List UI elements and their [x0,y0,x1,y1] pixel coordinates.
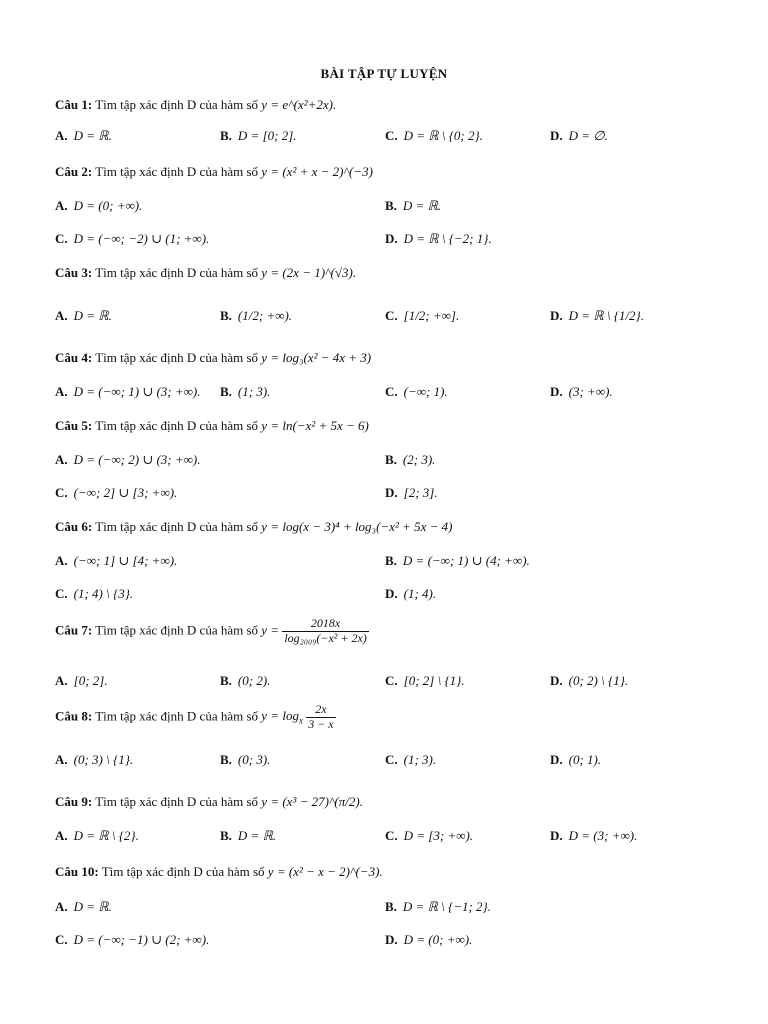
question-prompt: Tìm tập xác định D của hàm số [95,418,259,433]
question-function: y = (x² + x − 2)^(−3) [261,164,373,179]
question-3 [55,265,356,281]
question-label: Câu 7: [55,622,93,638]
question-function: y = (2x − 1)^(√3). [261,265,357,280]
question-prompt: Tìm tập xác định D của hàm số [95,708,259,724]
option-c[interactable]: C. [0; 2] \ {1}. [385,673,465,688]
option-d[interactable]: D. D = ℝ \ {−2; 1}. [385,231,492,246]
question-label: Câu 6: [55,519,93,534]
question-prompt: Tìm tập xác định D của hàm số [95,265,259,280]
option-a[interactable]: A. D = ℝ. [55,128,112,143]
question-5 [55,418,369,434]
option-b[interactable]: B. (2; 3). [385,452,436,467]
option-d[interactable]: D. (3; +∞). [550,384,613,399]
question-prompt: Tìm tập xác định D của hàm số [95,622,259,638]
option-a[interactable]: A. D = ℝ. [55,899,112,914]
option-b[interactable]: B. (1/2; +∞). [220,308,293,323]
option-d[interactable]: D. D = ℝ \ {1/2}. [550,308,644,323]
question-label: Câu 4: [55,350,93,365]
question-prompt: Tìm tập xác định D của hàm số [95,519,259,534]
question-function: y = log(x − 3)⁴ + log₃(−x² + 5x − 4) [261,519,453,534]
question-prompt: Tìm tập xác định D của hàm số [101,864,265,879]
option-c[interactable]: C. (1; 4) \ {3}. [55,586,134,601]
question-label: Câu 2: [55,164,93,179]
option-b[interactable]: B. D = ℝ. [220,828,277,843]
question-8: Câu 8: Tìm tập xác định D của hàm số $y = \log_x$ $\frac{2x}{3 - x}$ [55,702,334,731]
question-label: Câu 5: [55,418,93,433]
question-1 [55,97,336,113]
question-prompt: Tìm tập xác định D của hàm số [95,97,259,112]
option-c[interactable]: C. D = ℝ \ {0; 2}. [385,128,483,143]
option-c[interactable]: C. [1/2; +∞]. [385,308,460,323]
question-label: Câu 1: [55,97,93,112]
option-a[interactable]: A. (−∞; 1] ∪ [4; +∞). [55,553,178,568]
question-label: Câu 8: [55,708,93,724]
question-function: $\frac{2x}{3 - x}$ [308,702,334,731]
option-b[interactable]: B. D = ℝ. [385,198,442,213]
question-label: Câu 3: [55,265,93,280]
option-b[interactable]: B. (0; 3). [220,752,271,767]
question-label: Câu 9: [55,794,93,809]
question-function: y = e^(x²+2x). [261,97,337,112]
option-b[interactable]: B. (1; 3). [220,384,271,399]
option-c[interactable]: C. D = (−∞; −1) ∪ (2; +∞). [55,932,210,947]
question-7: Câu 7: Tìm tập xác định D của hàm số y = $\frac{2018x}{\text{log₂₀₀₉(−x² + 2x)}}$ [55,616,367,645]
option-c[interactable]: C. (1; 3). [385,752,437,767]
question-function: y = (x² − x − 2)^(−3). [267,864,383,879]
question-function: y = ln(−x² + 5x − 6) [261,418,369,433]
option-d[interactable]: D. (0; 2) \ {1}. [550,673,629,688]
option-c[interactable]: C. (−∞; 2] ∪ [3; +∞). [55,485,178,500]
option-a[interactable]: A. (0; 3) \ {1}. [55,752,134,767]
option-b[interactable]: B. D = ℝ \ {−1; 2}. [385,899,491,914]
question-9 [55,794,363,810]
option-d[interactable]: D. (0; 1). [550,752,602,767]
option-a[interactable]: A. D = (0; +∞). [55,198,143,213]
option-b[interactable]: B. D = (−∞; 1) ∪ (4; +∞). [385,553,530,568]
option-c[interactable]: C. (−∞; 1). [385,384,448,399]
option-a[interactable]: A. D = (−∞; 1) ∪ (3; +∞). [55,384,201,399]
question-prompt: Tìm tập xác định D của hàm số [95,164,259,179]
question-prompt: Tìm tập xác định D của hàm số [95,350,259,365]
option-d[interactable]: D. (1; 4). [385,586,437,601]
option-d[interactable]: D. [2; 3]. [385,485,438,500]
option-c[interactable]: C. D = [3; +∞). [385,828,474,843]
question-label: Câu 10: [55,864,99,879]
option-d[interactable]: D. D = ∅. [550,128,608,143]
question-6 [55,519,453,535]
question-2 [55,164,373,180]
option-d[interactable]: D. D = (3; +∞). [550,828,638,843]
question-function: y = (x³ − 27)^(π/2). [261,794,363,809]
question-10 [55,864,383,880]
option-a[interactable]: A. D = ℝ \ {2}. [55,828,139,843]
question-function: $\frac{2018x}{\text{log₂₀₀₉(−x² + 2x)}}$ [284,616,367,645]
question-4 [55,350,371,366]
question-function: y = log₃(x² − 4x + 3) [261,350,372,365]
question-prompt: Tìm tập xác định D của hàm số [95,794,259,809]
option-b[interactable]: B. (0; 2). [220,673,271,688]
option-b[interactable]: B. D = [0; 2]. [220,128,297,143]
option-a[interactable]: A. D = ℝ. [55,308,112,323]
option-d[interactable]: D. D = (0; +∞). [385,932,473,947]
option-c[interactable]: C. D = (−∞; −2) ∪ (1; +∞). [55,231,210,246]
page-title: BÀI TẬP TỰ LUYỆN [320,66,448,81]
option-a[interactable]: A. [0; 2]. [55,673,108,688]
option-a[interactable]: A. D = (−∞; 2) ∪ (3; +∞). [55,452,201,467]
